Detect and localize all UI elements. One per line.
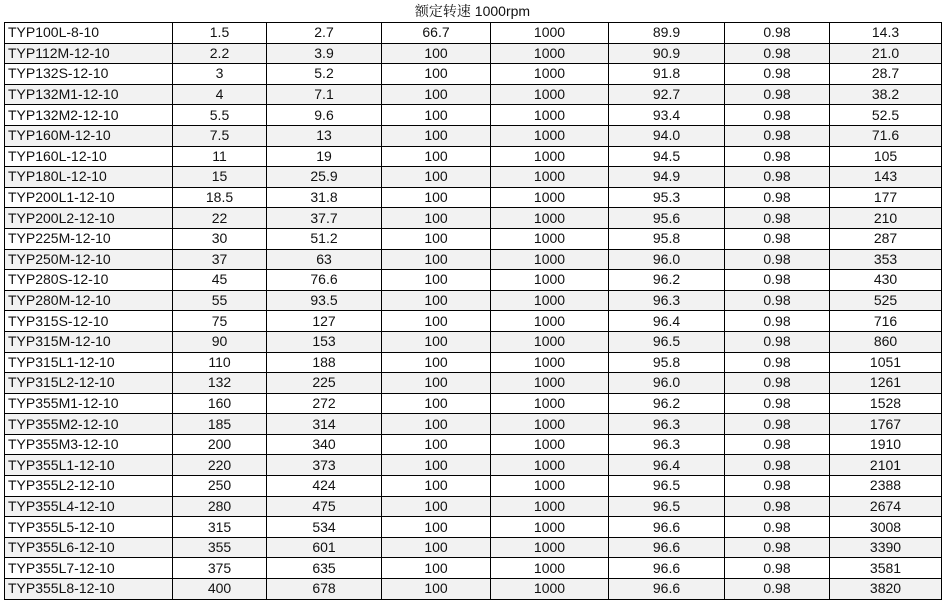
value-cell: 38.2	[830, 84, 942, 105]
value-cell: 200	[173, 434, 267, 455]
value-cell: 96.0	[609, 373, 725, 394]
table-row	[5, 476, 942, 497]
value-cell: 1000	[491, 64, 609, 85]
model-cell: TYP250M-12-10	[5, 249, 173, 270]
value-cell: 315	[173, 517, 267, 538]
value-cell: 0.98	[725, 208, 830, 229]
model-cell: TYP355L2-12-10	[5, 476, 173, 497]
value-cell: 153	[267, 331, 382, 352]
value-cell: 1000	[491, 517, 609, 538]
value-cell: 96.6	[609, 537, 725, 558]
table-row	[5, 249, 942, 270]
value-cell: 100	[382, 476, 491, 497]
value-cell: 716	[830, 311, 942, 332]
value-cell: 93.5	[267, 290, 382, 311]
value-cell: 0.98	[725, 249, 830, 270]
table-row	[5, 352, 942, 373]
value-cell: 678	[267, 579, 382, 600]
value-cell: 100	[382, 105, 491, 126]
value-cell: 1000	[491, 84, 609, 105]
model-cell: TYP315L1-12-10	[5, 352, 173, 373]
value-cell: 132	[173, 373, 267, 394]
value-cell: 0.98	[725, 393, 830, 414]
table-row	[5, 146, 942, 167]
value-cell: 100	[382, 146, 491, 167]
value-cell: 1000	[491, 496, 609, 517]
value-cell: 100	[382, 167, 491, 188]
value-cell: 100	[382, 455, 491, 476]
value-cell: 71.6	[830, 125, 942, 146]
table-row	[5, 311, 942, 332]
value-cell: 100	[382, 434, 491, 455]
value-cell: 1000	[491, 537, 609, 558]
value-cell: 424	[267, 476, 382, 497]
value-cell: 76.6	[267, 270, 382, 291]
value-cell: 0.98	[725, 537, 830, 558]
value-cell: 0.98	[725, 455, 830, 476]
value-cell: 375	[173, 558, 267, 579]
table-row	[5, 434, 942, 455]
value-cell: 0.98	[725, 476, 830, 497]
value-cell: 1000	[491, 331, 609, 352]
value-cell: 3	[173, 64, 267, 85]
table-row	[5, 290, 942, 311]
value-cell: 1000	[491, 290, 609, 311]
value-cell: 1000	[491, 208, 609, 229]
table-row	[5, 228, 942, 249]
value-cell: 0.98	[725, 434, 830, 455]
value-cell: 7.5	[173, 125, 267, 146]
value-cell: 96.0	[609, 249, 725, 270]
table-row	[5, 208, 942, 229]
table-row	[5, 537, 942, 558]
value-cell: 96.5	[609, 496, 725, 517]
value-cell: 1910	[830, 434, 942, 455]
value-cell: 1051	[830, 352, 942, 373]
model-cell: TYP355M1-12-10	[5, 393, 173, 414]
table-row	[5, 270, 942, 291]
motor-spec-table	[4, 22, 942, 600]
value-cell: 0.98	[725, 23, 830, 44]
model-cell: TYP280M-12-10	[5, 290, 173, 311]
value-cell: 1000	[491, 125, 609, 146]
table-row	[5, 579, 942, 600]
value-cell: 0.98	[725, 331, 830, 352]
value-cell: 1528	[830, 393, 942, 414]
value-cell: 210	[830, 208, 942, 229]
value-cell: 100	[382, 331, 491, 352]
value-cell: 534	[267, 517, 382, 538]
value-cell: 353	[830, 249, 942, 270]
value-cell: 13	[267, 125, 382, 146]
model-cell: TYP355L1-12-10	[5, 455, 173, 476]
value-cell: 280	[173, 496, 267, 517]
value-cell: 96.2	[609, 270, 725, 291]
value-cell: 2101	[830, 455, 942, 476]
value-cell: 635	[267, 558, 382, 579]
table-row	[5, 558, 942, 579]
value-cell: 100	[382, 270, 491, 291]
model-cell: TYP132M1-12-10	[5, 84, 173, 105]
value-cell: 21.0	[830, 43, 942, 64]
model-cell: TYP315M-12-10	[5, 331, 173, 352]
model-cell: TYP355M2-12-10	[5, 414, 173, 435]
value-cell: 100	[382, 393, 491, 414]
value-cell: 355	[173, 537, 267, 558]
value-cell: 90	[173, 331, 267, 352]
value-cell: 22	[173, 208, 267, 229]
value-cell: 1000	[491, 228, 609, 249]
value-cell: 100	[382, 187, 491, 208]
table-caption: 额定转速 1000rpm	[414, 3, 531, 19]
model-cell: TYP355L7-12-10	[5, 558, 173, 579]
value-cell: 287	[830, 228, 942, 249]
value-cell: 96.6	[609, 517, 725, 538]
value-cell: 96.6	[609, 579, 725, 600]
table-row	[5, 43, 942, 64]
model-cell: TYP160M-12-10	[5, 125, 173, 146]
value-cell: 100	[382, 290, 491, 311]
model-cell: TYP200L2-12-10	[5, 208, 173, 229]
value-cell: 96.3	[609, 414, 725, 435]
value-cell: 94.5	[609, 146, 725, 167]
value-cell: 0.98	[725, 125, 830, 146]
value-cell: 19	[267, 146, 382, 167]
value-cell: 96.6	[609, 558, 725, 579]
value-cell: 18.5	[173, 187, 267, 208]
value-cell: 0.98	[725, 496, 830, 517]
value-cell: 340	[267, 434, 382, 455]
value-cell: 1261	[830, 373, 942, 394]
value-cell: 0.98	[725, 228, 830, 249]
value-cell: 1000	[491, 414, 609, 435]
value-cell: 1000	[491, 187, 609, 208]
model-cell: TYP100L-8-10	[5, 23, 173, 44]
value-cell: 1000	[491, 249, 609, 270]
value-cell: 3.9	[267, 43, 382, 64]
table-row	[5, 187, 942, 208]
value-cell: 525	[830, 290, 942, 311]
table-row	[5, 64, 942, 85]
value-cell: 30	[173, 228, 267, 249]
value-cell: 0.98	[725, 414, 830, 435]
value-cell: 0.98	[725, 146, 830, 167]
value-cell: 14.3	[830, 23, 942, 44]
value-cell: 0.98	[725, 167, 830, 188]
value-cell: 0.98	[725, 290, 830, 311]
value-cell: 100	[382, 352, 491, 373]
value-cell: 63	[267, 249, 382, 270]
model-cell: TYP112M-12-10	[5, 43, 173, 64]
value-cell: 95.8	[609, 352, 725, 373]
value-cell: 91.8	[609, 64, 725, 85]
value-cell: 100	[382, 249, 491, 270]
value-cell: 0.98	[725, 311, 830, 332]
value-cell: 225	[267, 373, 382, 394]
value-cell: 52.5	[830, 105, 942, 126]
value-cell: 28.7	[830, 64, 942, 85]
value-cell: 90.9	[609, 43, 725, 64]
value-cell: 4	[173, 84, 267, 105]
value-cell: 96.4	[609, 311, 725, 332]
value-cell: 3008	[830, 517, 942, 538]
value-cell: 95.6	[609, 208, 725, 229]
value-cell: 2.2	[173, 43, 267, 64]
value-cell: 37.7	[267, 208, 382, 229]
value-cell: 1000	[491, 558, 609, 579]
table-row	[5, 455, 942, 476]
value-cell: 143	[830, 167, 942, 188]
value-cell: 0.98	[725, 517, 830, 538]
table-row	[5, 496, 942, 517]
value-cell: 15	[173, 167, 267, 188]
table-row	[5, 84, 942, 105]
value-cell: 96.4	[609, 455, 725, 476]
value-cell: 0.98	[725, 558, 830, 579]
value-cell: 95.3	[609, 187, 725, 208]
value-cell: 11	[173, 146, 267, 167]
value-cell: 1000	[491, 579, 609, 600]
table-row	[5, 393, 942, 414]
model-cell: TYP355L8-12-10	[5, 579, 173, 600]
value-cell: 100	[382, 311, 491, 332]
value-cell: 3581	[830, 558, 942, 579]
value-cell: 100	[382, 558, 491, 579]
value-cell: 100	[382, 64, 491, 85]
model-cell: TYP132M2-12-10	[5, 105, 173, 126]
table-body	[5, 23, 942, 600]
value-cell: 5.5	[173, 105, 267, 126]
value-cell: 272	[267, 393, 382, 414]
value-cell: 220	[173, 455, 267, 476]
value-cell: 0.98	[725, 43, 830, 64]
value-cell: 2.7	[267, 23, 382, 44]
value-cell: 430	[830, 270, 942, 291]
value-cell: 475	[267, 496, 382, 517]
value-cell: 1000	[491, 476, 609, 497]
value-cell: 1000	[491, 393, 609, 414]
table-row	[5, 331, 942, 352]
value-cell: 100	[382, 84, 491, 105]
value-cell: 0.98	[725, 84, 830, 105]
value-cell: 1000	[491, 270, 609, 291]
value-cell: 127	[267, 311, 382, 332]
table-row	[5, 23, 942, 44]
value-cell: 0.98	[725, 352, 830, 373]
model-cell: TYP280S-12-10	[5, 270, 173, 291]
value-cell: 100	[382, 414, 491, 435]
value-cell: 100	[382, 517, 491, 538]
value-cell: 314	[267, 414, 382, 435]
value-cell: 860	[830, 331, 942, 352]
value-cell: 1000	[491, 434, 609, 455]
value-cell: 25.9	[267, 167, 382, 188]
value-cell: 96.2	[609, 393, 725, 414]
value-cell: 1000	[491, 105, 609, 126]
value-cell: 0.98	[725, 64, 830, 85]
table-row	[5, 373, 942, 394]
value-cell: 250	[173, 476, 267, 497]
value-cell: 96.5	[609, 331, 725, 352]
value-cell: 1000	[491, 167, 609, 188]
value-cell: 5.2	[267, 64, 382, 85]
value-cell: 89.9	[609, 23, 725, 44]
value-cell: 1000	[491, 373, 609, 394]
value-cell: 1000	[491, 43, 609, 64]
value-cell: 92.7	[609, 84, 725, 105]
value-cell: 9.6	[267, 105, 382, 126]
value-cell: 0.98	[725, 373, 830, 394]
value-cell: 55	[173, 290, 267, 311]
value-cell: 0.98	[725, 187, 830, 208]
value-cell: 66.7	[382, 23, 491, 44]
value-cell: 1000	[491, 146, 609, 167]
model-cell: TYP355L4-12-10	[5, 496, 173, 517]
value-cell: 2388	[830, 476, 942, 497]
value-cell: 2674	[830, 496, 942, 517]
value-cell: 75	[173, 311, 267, 332]
value-cell: 110	[173, 352, 267, 373]
model-cell: TYP160L-12-10	[5, 146, 173, 167]
value-cell: 100	[382, 125, 491, 146]
value-cell: 1767	[830, 414, 942, 435]
value-cell: 95.8	[609, 228, 725, 249]
table-row	[5, 167, 942, 188]
value-cell: 100	[382, 208, 491, 229]
value-cell: 0.98	[725, 105, 830, 126]
value-cell: 1000	[491, 23, 609, 44]
model-cell: TYP225M-12-10	[5, 228, 173, 249]
model-cell: TYP355M3-12-10	[5, 434, 173, 455]
value-cell: 51.2	[267, 228, 382, 249]
model-cell: TYP180L-12-10	[5, 167, 173, 188]
value-cell: 1.5	[173, 23, 267, 44]
value-cell: 31.8	[267, 187, 382, 208]
model-cell: TYP355L6-12-10	[5, 537, 173, 558]
value-cell: 94.9	[609, 167, 725, 188]
table-row	[5, 517, 942, 538]
model-cell: TYP315S-12-10	[5, 311, 173, 332]
value-cell: 0.98	[725, 579, 830, 600]
model-cell: TYP132S-12-10	[5, 64, 173, 85]
value-cell: 188	[267, 352, 382, 373]
value-cell: 96.5	[609, 476, 725, 497]
value-cell: 3390	[830, 537, 942, 558]
value-cell: 100	[382, 228, 491, 249]
value-cell: 400	[173, 579, 267, 600]
value-cell: 100	[382, 373, 491, 394]
value-cell: 7.1	[267, 84, 382, 105]
value-cell: 96.3	[609, 290, 725, 311]
table-row	[5, 414, 942, 435]
value-cell: 3820	[830, 579, 942, 600]
value-cell: 37	[173, 249, 267, 270]
value-cell: 160	[173, 393, 267, 414]
value-cell: 45	[173, 270, 267, 291]
value-cell: 105	[830, 146, 942, 167]
table-row	[5, 105, 942, 126]
value-cell: 100	[382, 496, 491, 517]
value-cell: 100	[382, 43, 491, 64]
value-cell: 177	[830, 187, 942, 208]
value-cell: 373	[267, 455, 382, 476]
value-cell: 1000	[491, 311, 609, 332]
value-cell: 100	[382, 579, 491, 600]
value-cell: 0.98	[725, 270, 830, 291]
model-cell: TYP315L2-12-10	[5, 373, 173, 394]
value-cell: 1000	[491, 455, 609, 476]
value-cell: 185	[173, 414, 267, 435]
model-cell: TYP200L1-12-10	[5, 187, 173, 208]
value-cell: 100	[382, 537, 491, 558]
value-cell: 601	[267, 537, 382, 558]
value-cell: 93.4	[609, 105, 725, 126]
value-cell: 94.0	[609, 125, 725, 146]
table-row	[5, 125, 942, 146]
value-cell: 1000	[491, 352, 609, 373]
value-cell: 96.3	[609, 434, 725, 455]
model-cell: TYP355L5-12-10	[5, 517, 173, 538]
